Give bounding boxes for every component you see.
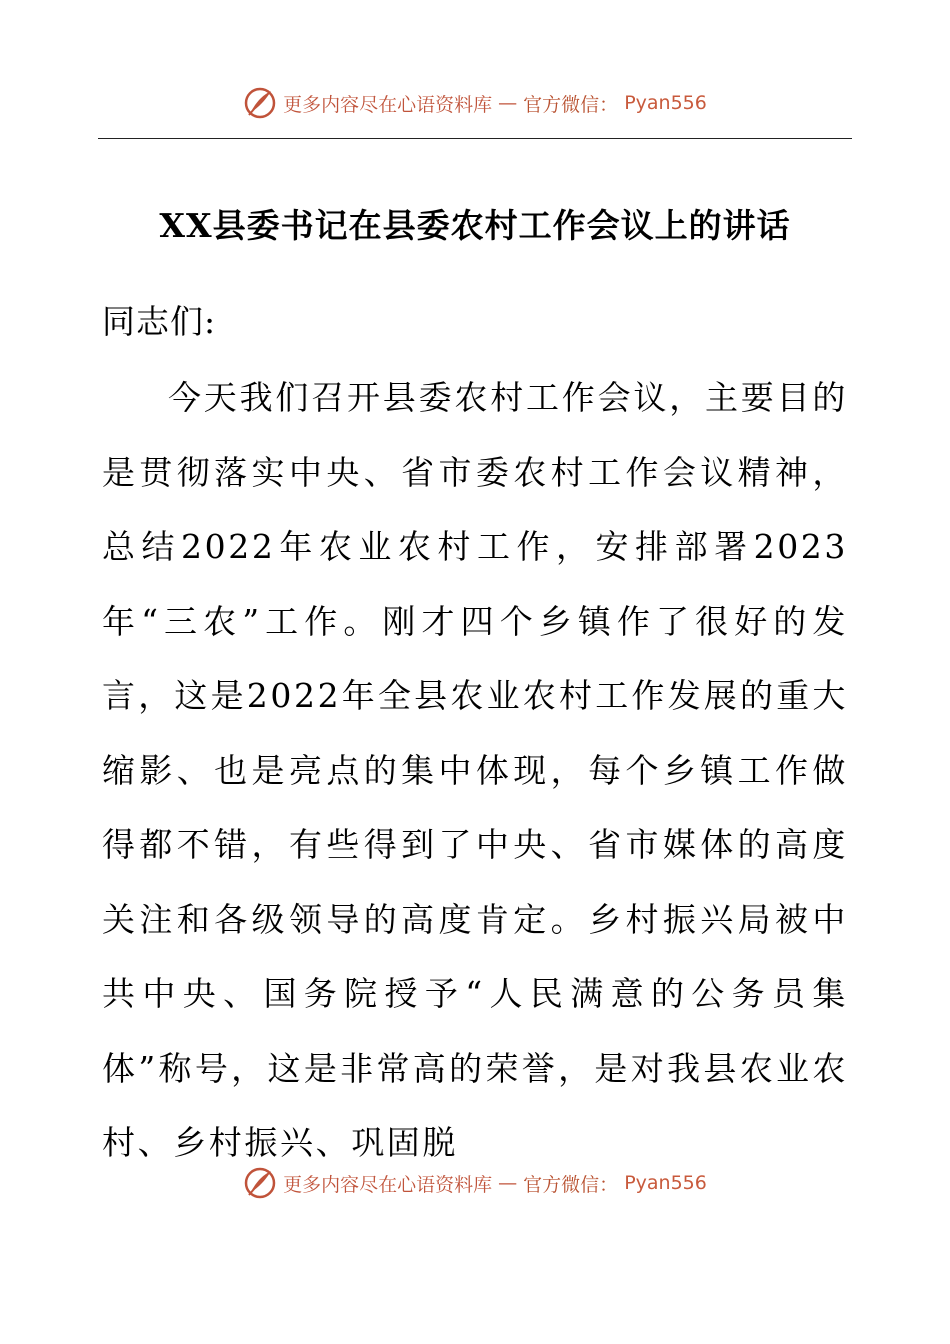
header-rule	[98, 138, 852, 139]
footer-watermark	[0, 1166, 950, 1200]
watermark-id: Pyan556	[624, 1172, 707, 1194]
salutation: 同志们:	[102, 302, 217, 341]
watermark-label: 官方微信：	[523, 1173, 619, 1196]
watermark-text: 更多内容尽在心语资料库	[283, 1173, 493, 1196]
quill-logo-icon	[243, 86, 277, 120]
body-paragraph: 今天我们召开县委农村工作会议，主要目的是贯彻落实中央、省市委农村工作会议精神，总结2022年农业农村工作，安排部署2023年“三农”工作。刚才四个乡镇作了很好的发言，这是2022年全县农业农村工作发展的重大缩影、也是亮点的集中体现，每个乡镇工作做得都不错，有些得到了中央、省市媒体的高度关注和各级领导的高度肯定。乡村振兴局被中共中央、国务院授予“人民满意的公务员集体”称号，这是非常高的荣誉，是对我县农业农村、乡村振兴、巩固脱	[102, 378, 848, 1162]
header-watermark	[0, 86, 950, 120]
quill-logo-icon	[243, 1166, 277, 1200]
document-title: XX县委书记在县委农村工作会议上的讲话	[159, 206, 791, 245]
watermark-text: 更多内容尽在心语资料库	[283, 93, 493, 116]
watermark-separator: —	[498, 92, 518, 114]
watermark-label: 官方微信：	[523, 93, 619, 116]
watermark-separator: —	[498, 1172, 518, 1194]
watermark-id: Pyan556	[624, 92, 707, 114]
